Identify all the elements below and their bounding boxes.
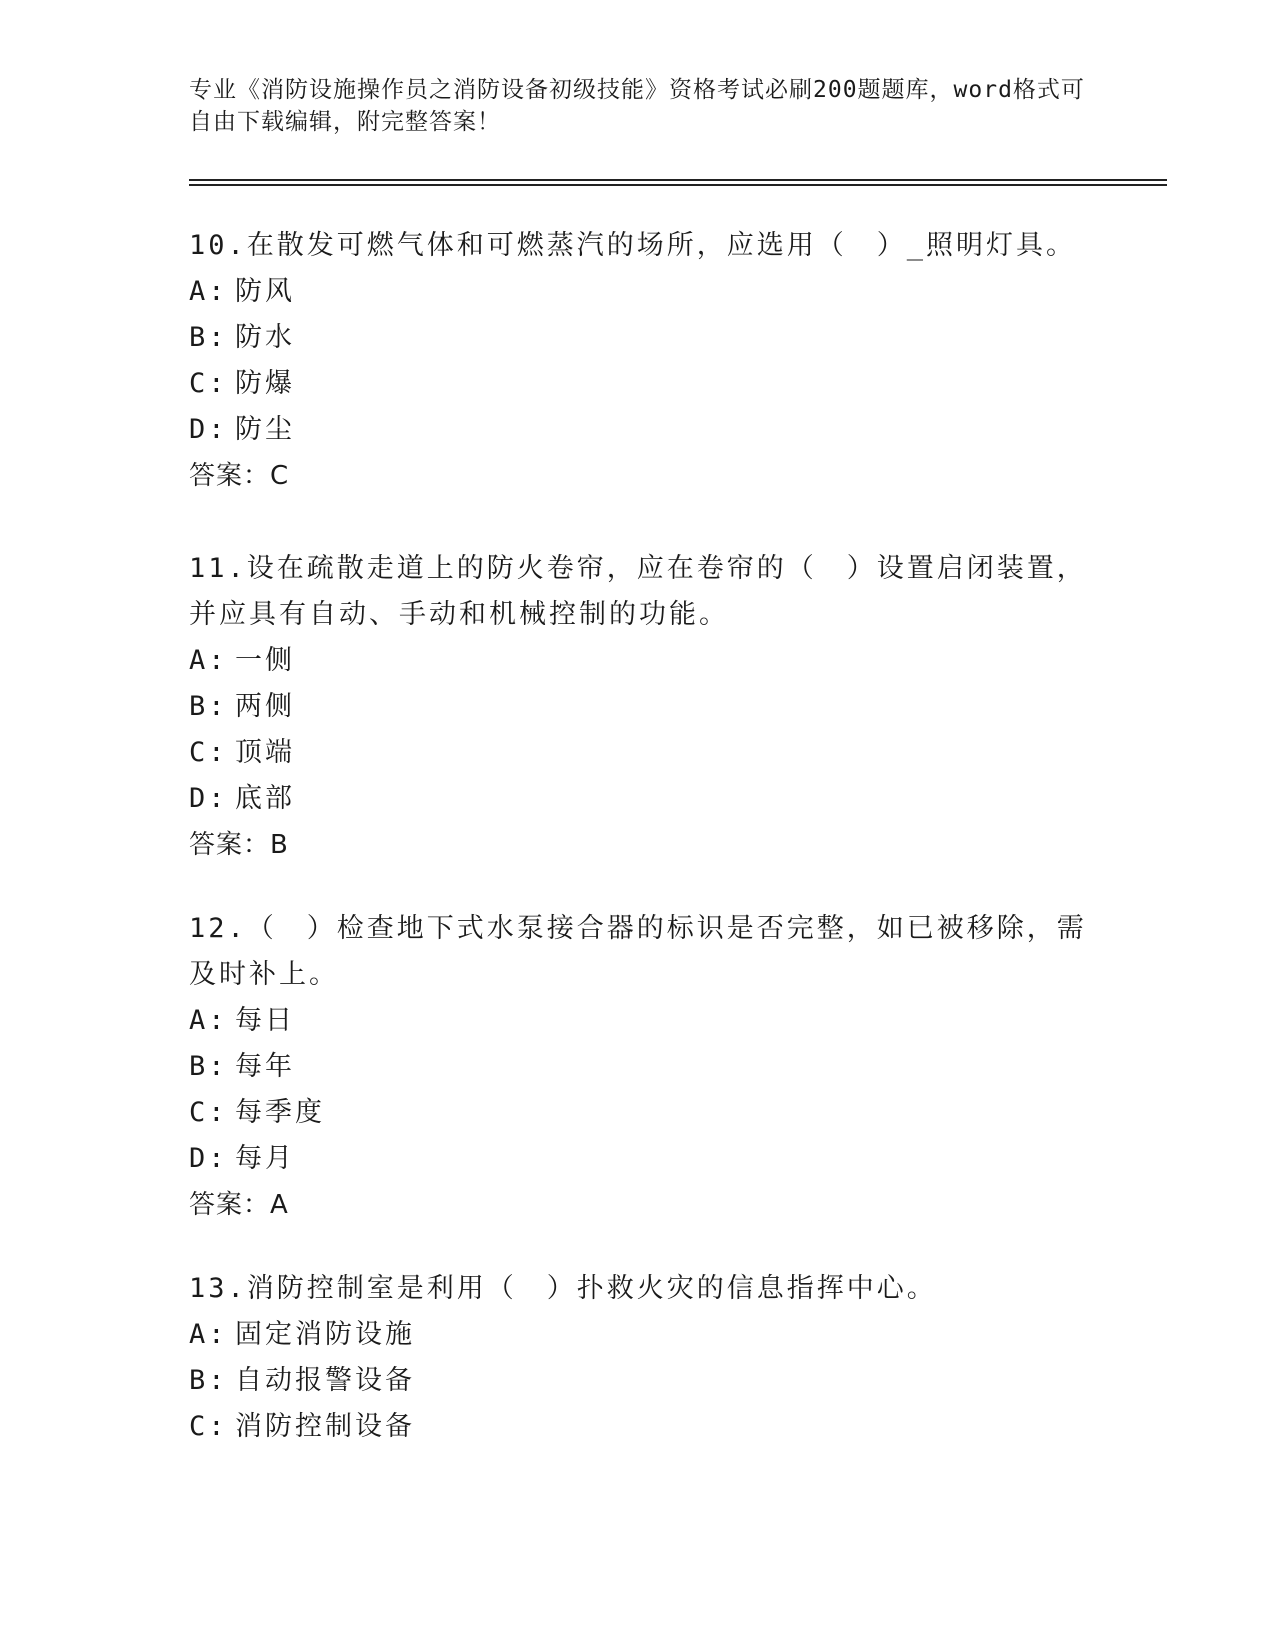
answer-line: 答案：A [189, 1190, 289, 1220]
option-key: C: [189, 1411, 228, 1442]
question-stem: 11.设在疏散走道上的防火卷帘，应在卷帘的（ ）设置启闭装置，并应具有自动、手动和机械控制的功能。 [189, 553, 1087, 630]
option-key: C: [189, 1097, 228, 1128]
option-text: 每日 [235, 1005, 295, 1036]
option-a [189, 998, 1089, 1044]
option-key: A: [189, 1319, 228, 1350]
option-text: 底部 [235, 783, 295, 814]
option-d [189, 776, 1089, 822]
document-header [189, 74, 1089, 138]
option-key: B: [189, 1051, 228, 1082]
option-b [189, 1044, 1089, 1090]
question-13 [189, 1266, 1089, 1450]
option-b [189, 315, 1089, 361]
option-text: 自动报警设备 [235, 1365, 415, 1396]
question-stem: 13.消防控制室是利用（ ）扑救火灾的信息指挥中心。 [189, 1273, 937, 1304]
option-text: 消防控制设备 [235, 1411, 415, 1442]
option-c [189, 730, 1089, 776]
option-text: 一侧 [235, 645, 295, 676]
option-c [189, 361, 1089, 407]
option-text: 固定消防设施 [235, 1319, 415, 1350]
question-12 [189, 906, 1089, 1228]
header-divider-top [189, 179, 1167, 181]
option-key: C: [189, 368, 228, 399]
option-key: C: [189, 737, 228, 768]
option-key: A: [189, 645, 228, 676]
header-divider-bottom [189, 184, 1167, 186]
option-key: B: [189, 322, 228, 353]
option-key: D: [189, 783, 228, 814]
header-text: 专业《消防设施操作员之消防设备初级技能》资格考试必刷200题题库，word格式可自由下载编辑，附完整答案！ [189, 77, 1085, 135]
question-10 [189, 223, 1089, 499]
option-text: 防水 [235, 322, 295, 353]
option-a [189, 638, 1089, 684]
option-text: 防尘 [235, 414, 295, 445]
question-11 [189, 546, 1089, 868]
option-b [189, 1358, 1089, 1404]
option-text: 防风 [235, 276, 295, 307]
option-d [189, 407, 1089, 453]
question-stem: 10.在散发可燃气体和可燃蒸汽的场所，应选用（ ）_照明灯具。 [189, 230, 1077, 261]
option-c [189, 1404, 1089, 1450]
option-key: B: [189, 691, 228, 722]
option-d [189, 1136, 1089, 1182]
question-stem: 12.（ ）检查地下式水泵接合器的标识是否完整，如已被移除，需及时补上。 [189, 913, 1087, 990]
option-key: D: [189, 1143, 228, 1174]
option-key: A: [189, 1005, 228, 1036]
option-a [189, 1312, 1089, 1358]
option-key: A: [189, 276, 228, 307]
answer-line: 答案：C [189, 461, 290, 491]
option-text: 每季度 [235, 1097, 325, 1128]
option-c [189, 1090, 1089, 1136]
answer-line: 答案：B [189, 830, 289, 860]
option-text: 每年 [235, 1051, 295, 1082]
option-text: 每月 [235, 1143, 295, 1174]
option-key: B: [189, 1365, 228, 1396]
option-key: D: [189, 414, 228, 445]
option-text: 顶端 [235, 737, 295, 768]
option-text: 两侧 [235, 691, 295, 722]
option-text: 防爆 [235, 368, 295, 399]
option-b [189, 684, 1089, 730]
option-a [189, 269, 1089, 315]
